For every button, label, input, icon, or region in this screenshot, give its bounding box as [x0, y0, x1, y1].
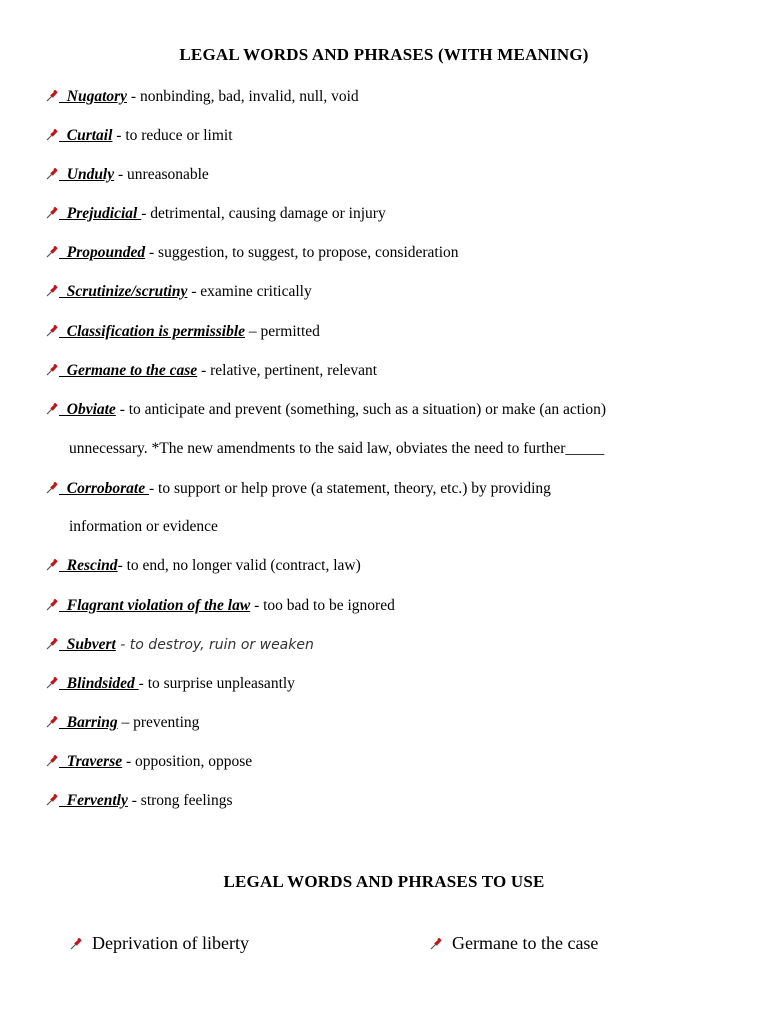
definition-entry: [46, 165, 736, 184]
definition-entry: [46, 791, 736, 810]
legal-term: Fervently: [59, 792, 128, 809]
term-definition: - to reduce or limit: [112, 127, 233, 144]
definition-entry: [46, 361, 736, 380]
definition-entry: [46, 282, 736, 301]
phrase-to-use: [430, 932, 598, 954]
pushpin-icon: [46, 599, 58, 611]
term-definition: - relative, pertinent, relevant: [197, 362, 378, 379]
term-definition: - suggestion, to suggest, to propose, consideration: [145, 244, 459, 261]
pushpin-icon: [46, 638, 58, 650]
definition-entry: [46, 752, 736, 771]
term-definition: - to surprise unpleasantly: [138, 675, 295, 692]
legal-term: Classification is permissible: [59, 323, 246, 340]
term-definition: – permitted: [245, 323, 320, 340]
pushpin-icon: [46, 207, 58, 219]
definition-entry: [46, 713, 736, 732]
term-definition: - too bad to be ignored: [250, 597, 395, 614]
legal-term: Scrutinize/scrutiny: [59, 283, 188, 300]
pushpin-icon: [46, 794, 58, 806]
pushpin-icon: [46, 285, 58, 297]
pushpin-icon: [46, 482, 58, 494]
definition-entry: [46, 204, 736, 223]
legal-term: Germane to the case: [59, 362, 198, 379]
term-definition: - examine critically: [187, 283, 312, 300]
term-definition: - to destroy, ruin or weaken: [115, 637, 314, 653]
legal-term: Obviate: [59, 401, 116, 418]
pushpin-icon: [46, 168, 58, 180]
legal-term: Flagrant violation of the law: [59, 597, 251, 614]
term-definition: - to support or help prove (a statement, theory, etc.) by providing: [149, 480, 551, 497]
legal-term: Curtail: [59, 127, 113, 144]
term-definition: - to anticipate and prevent (something, such as a situation) or make (an action): [115, 401, 607, 418]
pushpin-icon: [46, 129, 58, 141]
definition-entry: [46, 87, 736, 106]
definition-entry: [46, 126, 736, 145]
term-definition: - to end, no longer valid (contract, law): [117, 557, 361, 574]
definition-entry: [46, 556, 736, 575]
term-definition: - detrimental, causing damage or injury: [141, 205, 386, 222]
legal-term: Corroborate: [59, 480, 149, 497]
legal-term: Unduly: [59, 166, 115, 183]
pushpin-icon: [46, 90, 58, 102]
pushpin-icon: [46, 325, 58, 337]
pushpin-icon: [46, 559, 58, 571]
legal-term: Nugatory: [59, 88, 128, 105]
definition-entry: [46, 400, 736, 419]
phrase-text: Deprivation of liberty: [92, 933, 249, 953]
definition-continuation: unnecessary. *The new amendments to the said law, obviates the need to further_____: [69, 440, 605, 457]
pushpin-icon: [46, 364, 58, 376]
term-definition: – preventing: [117, 714, 200, 731]
definition-entry: [46, 322, 736, 341]
definition-entry: [46, 479, 736, 498]
legal-term: Rescind: [59, 557, 118, 574]
term-definition: - unreasonable: [114, 166, 209, 183]
definition-entry: [46, 596, 736, 615]
section-title: LEGAL WORDS AND PHRASES TO USE: [223, 872, 545, 891]
legal-term: Barring: [59, 714, 118, 731]
phrase-to-use: [70, 932, 249, 954]
legal-term: Subvert: [59, 636, 116, 653]
definition-entry: [46, 635, 736, 655]
phrase-text: Germane to the case: [452, 933, 599, 953]
pushpin-icon: [430, 938, 442, 950]
pushpin-icon: [46, 246, 58, 258]
pushpin-icon: [46, 677, 58, 689]
legal-term: Traverse: [59, 753, 123, 770]
definition-continuation: information or evidence: [69, 518, 218, 535]
page-title: LEGAL WORDS AND PHRASES (WITH MEANING): [179, 45, 589, 64]
term-definition: - nonbinding, bad, invalid, null, void: [127, 88, 359, 105]
definition-entry: [46, 674, 736, 693]
legal-term: Prejudicial: [59, 205, 142, 222]
pushpin-icon: [46, 716, 58, 728]
term-definition: - strong feelings: [127, 792, 233, 809]
pushpin-icon: [46, 755, 58, 767]
definition-entry: [46, 243, 736, 262]
legal-term: Propounded: [59, 244, 146, 261]
pushpin-icon: [46, 403, 58, 415]
legal-term: Blindsided: [59, 675, 139, 692]
term-definition: - opposition, oppose: [122, 753, 253, 770]
pushpin-icon: [70, 938, 82, 950]
